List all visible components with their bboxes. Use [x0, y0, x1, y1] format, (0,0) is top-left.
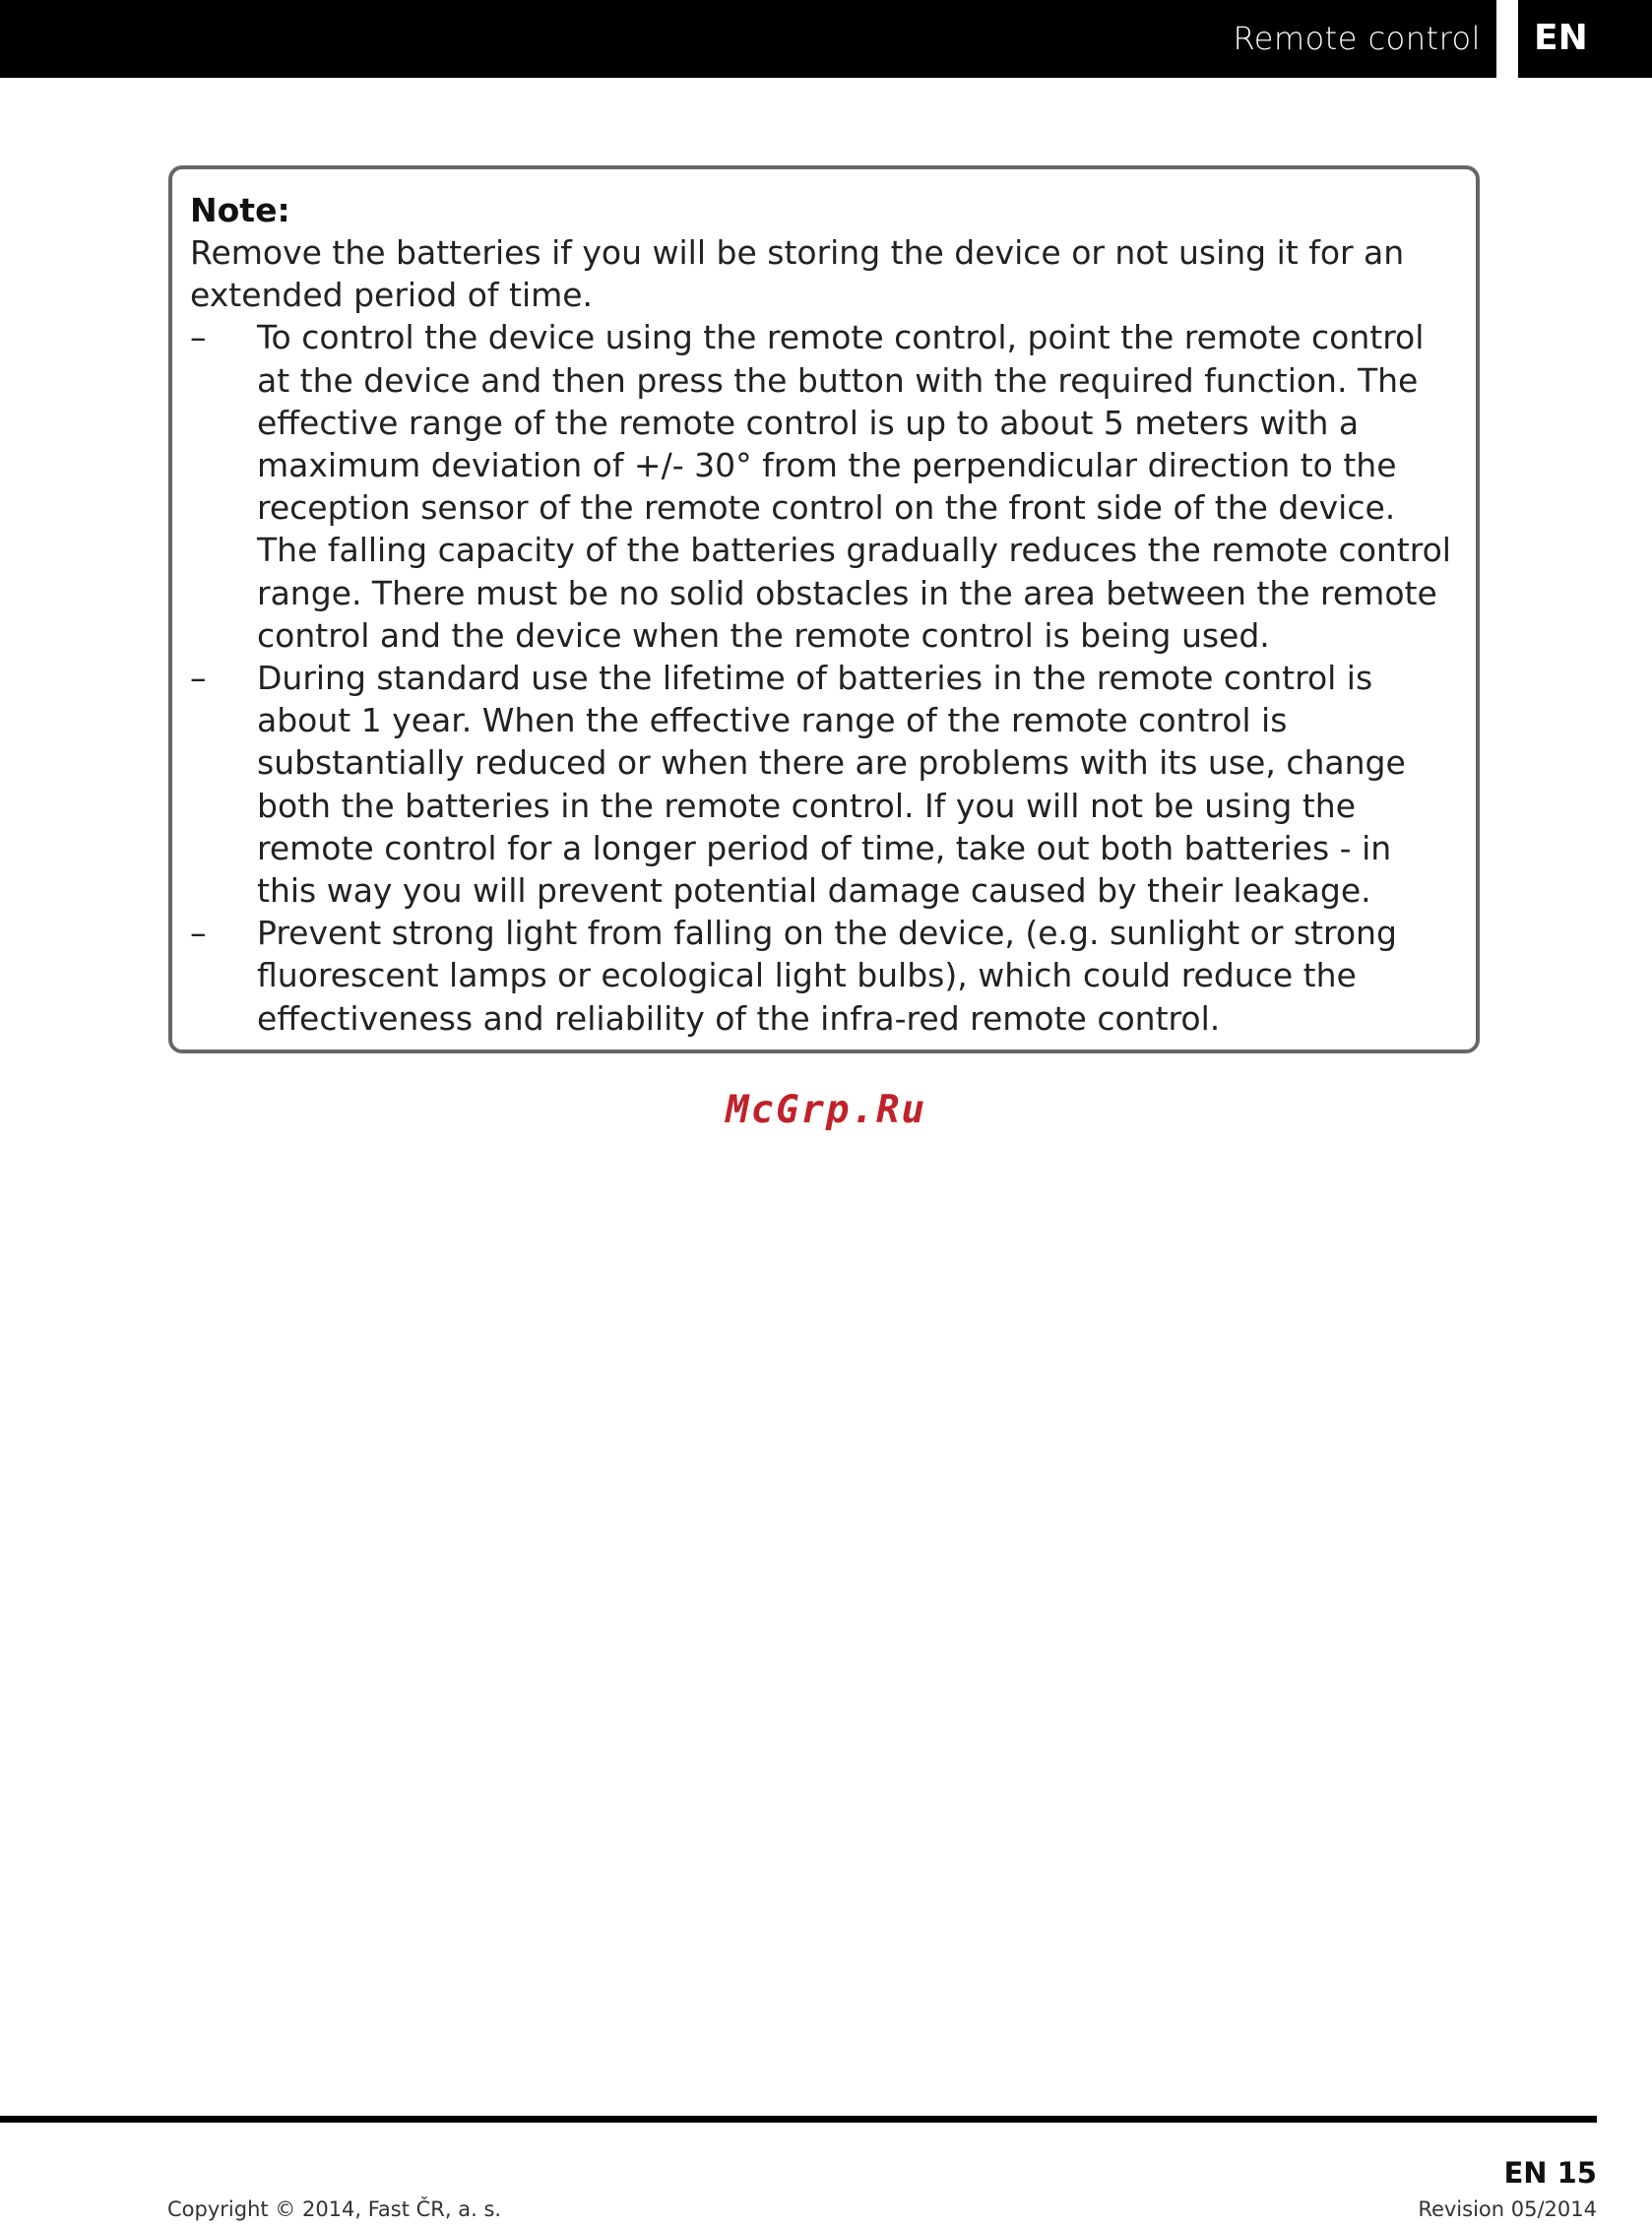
page-number: EN 15: [1503, 2156, 1597, 2190]
list-item: [190, 316, 1460, 657]
list-item: [190, 657, 1460, 912]
note-intro: Remove the batteries if you will be storing the device or not using it for an extended period of time.: [190, 233, 1405, 315]
note-bullet-list: [190, 316, 1460, 1039]
list-item: [190, 912, 1460, 1040]
list-item-text: Prevent strong light from falling on the device, (e.g. sunlight or strong fluorescent lamps or ecological light bulbs), which could reduce the effectiveness and reliability of the infra-red remote control.: [257, 914, 1397, 1038]
section-title: Remote control: [1233, 20, 1481, 57]
language-label: EN: [1534, 18, 1588, 58]
list-item-text: To control the device using the remote control, point the remote control at the device and then press the button with the required function. The effective range of the remote control is up to about 5 meters with a maximum deviation of +/- 30° from the perpendicular direction to the reception sensor of the remote control on the front side of the device. The falling capacity of the batteries gradually reduces the remote control range. There must be no solid obstacles in the area between the remote control and the device when the remote control is being used.: [257, 318, 1451, 655]
footer-divider: [0, 2116, 1597, 2123]
list-item-text: During standard use the lifetime of batteries in the remote control is about 1 year. When the effective range of the remote control is substantially reduced or when there are problems with its use, change both the batteries in the remote control. If you will not be using the remote control for a longer period of time, take out both batteries - in this way you will prevent potential damage caused by their leakage.: [257, 659, 1406, 911]
language-badge: [1518, 0, 1652, 78]
bullet-dash: –: [190, 659, 207, 698]
note-title: Note:: [190, 191, 290, 229]
copyright-text: Copyright © 2014, Fast ČR, a. s.: [167, 2197, 502, 2221]
note-box: [168, 165, 1480, 1053]
bullet-dash: –: [190, 914, 207, 953]
watermark: McGrp.Ru: [726, 1088, 926, 1132]
header-bar: [0, 0, 1496, 78]
revision-text: Revision 05/2014: [1418, 2197, 1597, 2221]
bullet-dash: –: [190, 318, 207, 357]
